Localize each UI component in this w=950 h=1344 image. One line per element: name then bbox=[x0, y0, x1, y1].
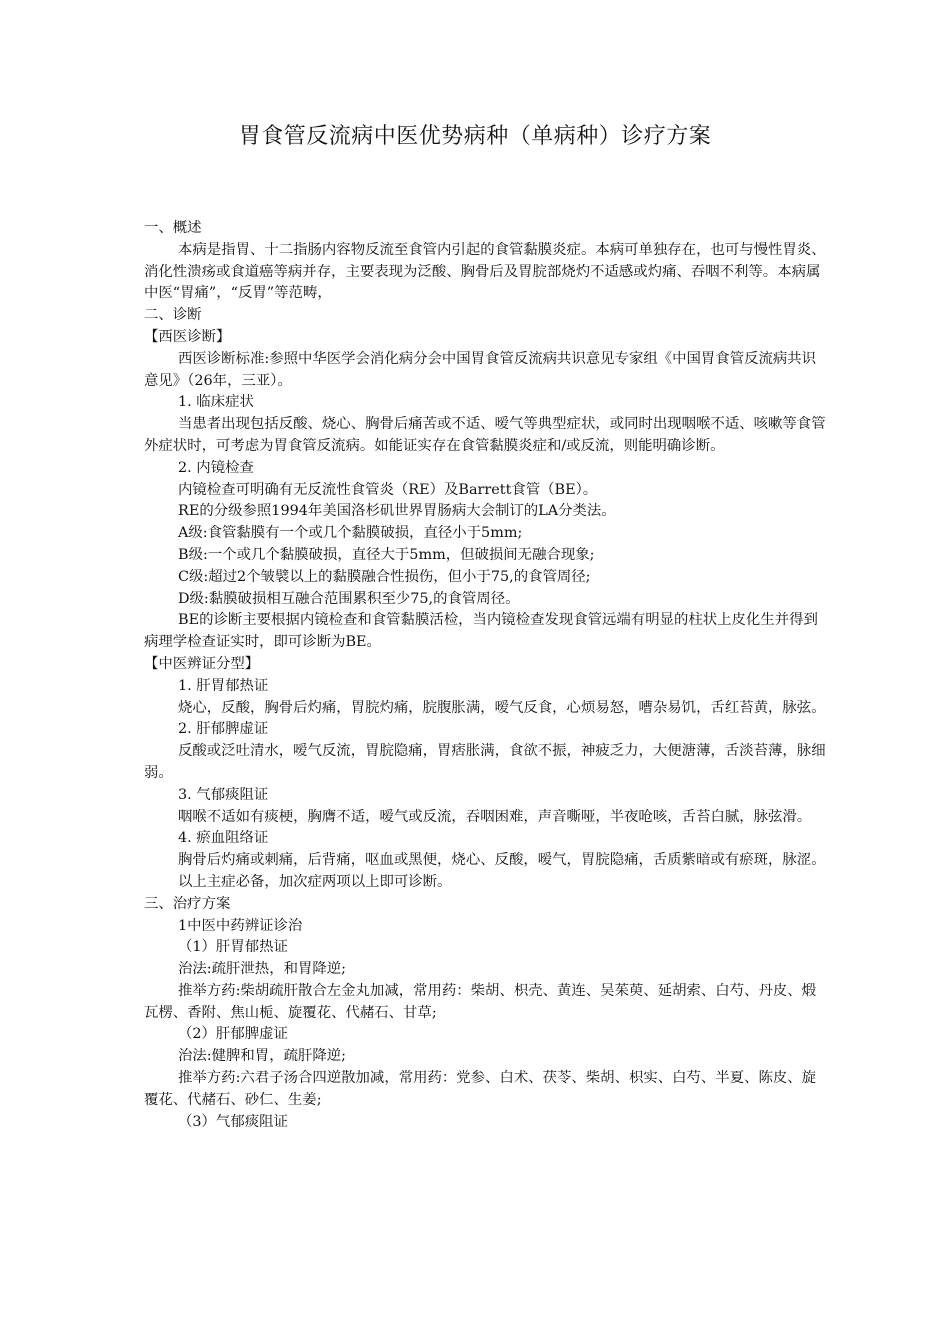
body-paragraph: B级:一个或几个黏膜破损，直径大于5mm，但破损间无融合现象; bbox=[178, 546, 595, 563]
document-title: 胃食管反流病中医优势病种（单病种）诊疗方案 bbox=[238, 124, 712, 149]
document-body bbox=[144, 218, 830, 1133]
body-paragraph: 3. 气郁痰阻证 bbox=[178, 786, 269, 803]
body-paragraph: 治法:疏肝泄热，和胃降逆; bbox=[178, 961, 346, 978]
body-paragraph: 烧心，反酸，胸骨后灼痛，胃脘灼痛，脘腹胀满，嗳气反食，心烦易怒，嘈杂易饥，舌红苔黄，脉弦。 bbox=[178, 699, 826, 716]
body-paragraph: 咽喉不适如有痰梗，胸膺不适，嗳气或反流，吞咽困难，声音嘶哑，半夜呛咳，舌苔白腻，脉弦滑。 bbox=[178, 808, 812, 825]
body-paragraph: 1中医中药辨证诊治 bbox=[178, 917, 303, 934]
section-heading: 【西医诊断】 bbox=[144, 328, 231, 345]
body-paragraph: BE的诊断主要根据内镜检查和食管黏膜活检，当内镜检查发现食管远端有明显的柱状上皮化生并得到病理学检查证实时，即可诊断为BE。 bbox=[144, 612, 818, 651]
body-paragraph: 2. 内镜检查 bbox=[178, 459, 254, 476]
body-paragraph: 1. 肝胃郁热证 bbox=[178, 677, 269, 694]
body-paragraph: 1. 临床症状 bbox=[178, 394, 254, 411]
body-paragraph: （1）肝胃郁热证 bbox=[178, 939, 288, 956]
body-paragraph: 治法:健脾和胃，疏肝降逆; bbox=[178, 1048, 346, 1065]
section-heading: 【中医辨证分型】 bbox=[144, 655, 260, 672]
body-paragraph: D级:黏膜破损相互融合范围累积至少75,的食管周径。 bbox=[178, 590, 520, 607]
body-paragraph: C级:超过2个皱襞以上的黏膜融合性损伤，但小于75,的食管周径; bbox=[178, 568, 591, 585]
body-paragraph: 胸骨后灼痛或刺痛，后背痛，呕血或黑便，烧心、反酸，嗳气，胃脘隐痛，舌质紫暗或有瘀斑，脉涩。 bbox=[178, 852, 826, 869]
body-paragraph: A级:食管黏膜有一个或几个黏膜破损，直径小于5mm; bbox=[178, 525, 523, 542]
body-paragraph: 以上主症必备，加次症两项以上即可诊断。 bbox=[178, 873, 452, 890]
section-heading: 一、概述 bbox=[144, 220, 202, 236]
body-paragraph: RE的分级参照1994年美国洛杉矶世界胃肠病大会制订的LA分类法。 bbox=[178, 503, 616, 520]
body-paragraph: 西医诊断标准:参照中华医学会消化病分会中国胃食管反流病共识意见专家组《中国胃食管反流病共识意见》（26年，三亚）。 bbox=[144, 350, 817, 389]
body-paragraph: （3）气郁痰阻证 bbox=[178, 1113, 288, 1130]
body-paragraph: 本病是指胃、十二指肠内容物反流至食管内引起的食管黏膜炎症。本病可单独存在，也可与慢性胃炎、消化性溃疡或食道癌等病并存，主要表现为泛酸、胸骨后及胃脘部烧灼不适感或灼痛、吞咽不利等。本病属中医“胃痛”，“反胃”等范畴， bbox=[144, 241, 826, 302]
section-heading: 二、诊断 bbox=[144, 307, 202, 324]
body-paragraph: 2. 肝郁脾虚证 bbox=[178, 721, 269, 738]
section-heading: 三、治疗方案 bbox=[144, 895, 231, 912]
body-paragraph: 4. 瘀血阻络证 bbox=[178, 830, 269, 847]
body-paragraph: 推举方药:六君子汤合四逆散加减，常用药：党参、白术、茯苓、柴胡、枳实、白芍、半夏、陈皮、旋覆花、代赭石、砂仁、生姜; bbox=[144, 1070, 817, 1108]
body-paragraph: 当患者出现包括反酸、烧心、胸骨后痛苦或不适、嗳气等典型症状，或同时出现咽喉不适、咳嗽等食管外症状时，可考虑为胃食管反流病。如能证实存在食管黏膜炎症和/或反流，则能明确诊断。 bbox=[144, 416, 826, 454]
body-paragraph: （2）肝郁脾虚证 bbox=[178, 1026, 288, 1043]
body-paragraph: 推举方药:柴胡疏肝散合左金丸加减，常用药：柴胡、枳壳、黄连、吴茱萸、延胡索、白芍、丹皮、煅瓦楞、香附、焦山栀、旋覆花、代赭石、甘草; bbox=[144, 982, 817, 1021]
body-paragraph: 内镜检查可明确有无反流性食管炎（RE）及Barrett食管（BE）。 bbox=[178, 481, 598, 498]
body-paragraph: 反酸或泛吐清水，嗳气反流，胃脘隐痛，胃痞胀满，食欲不振，神疲乏力，大便溏薄，舌淡苔薄，脉细弱。 bbox=[144, 743, 826, 781]
